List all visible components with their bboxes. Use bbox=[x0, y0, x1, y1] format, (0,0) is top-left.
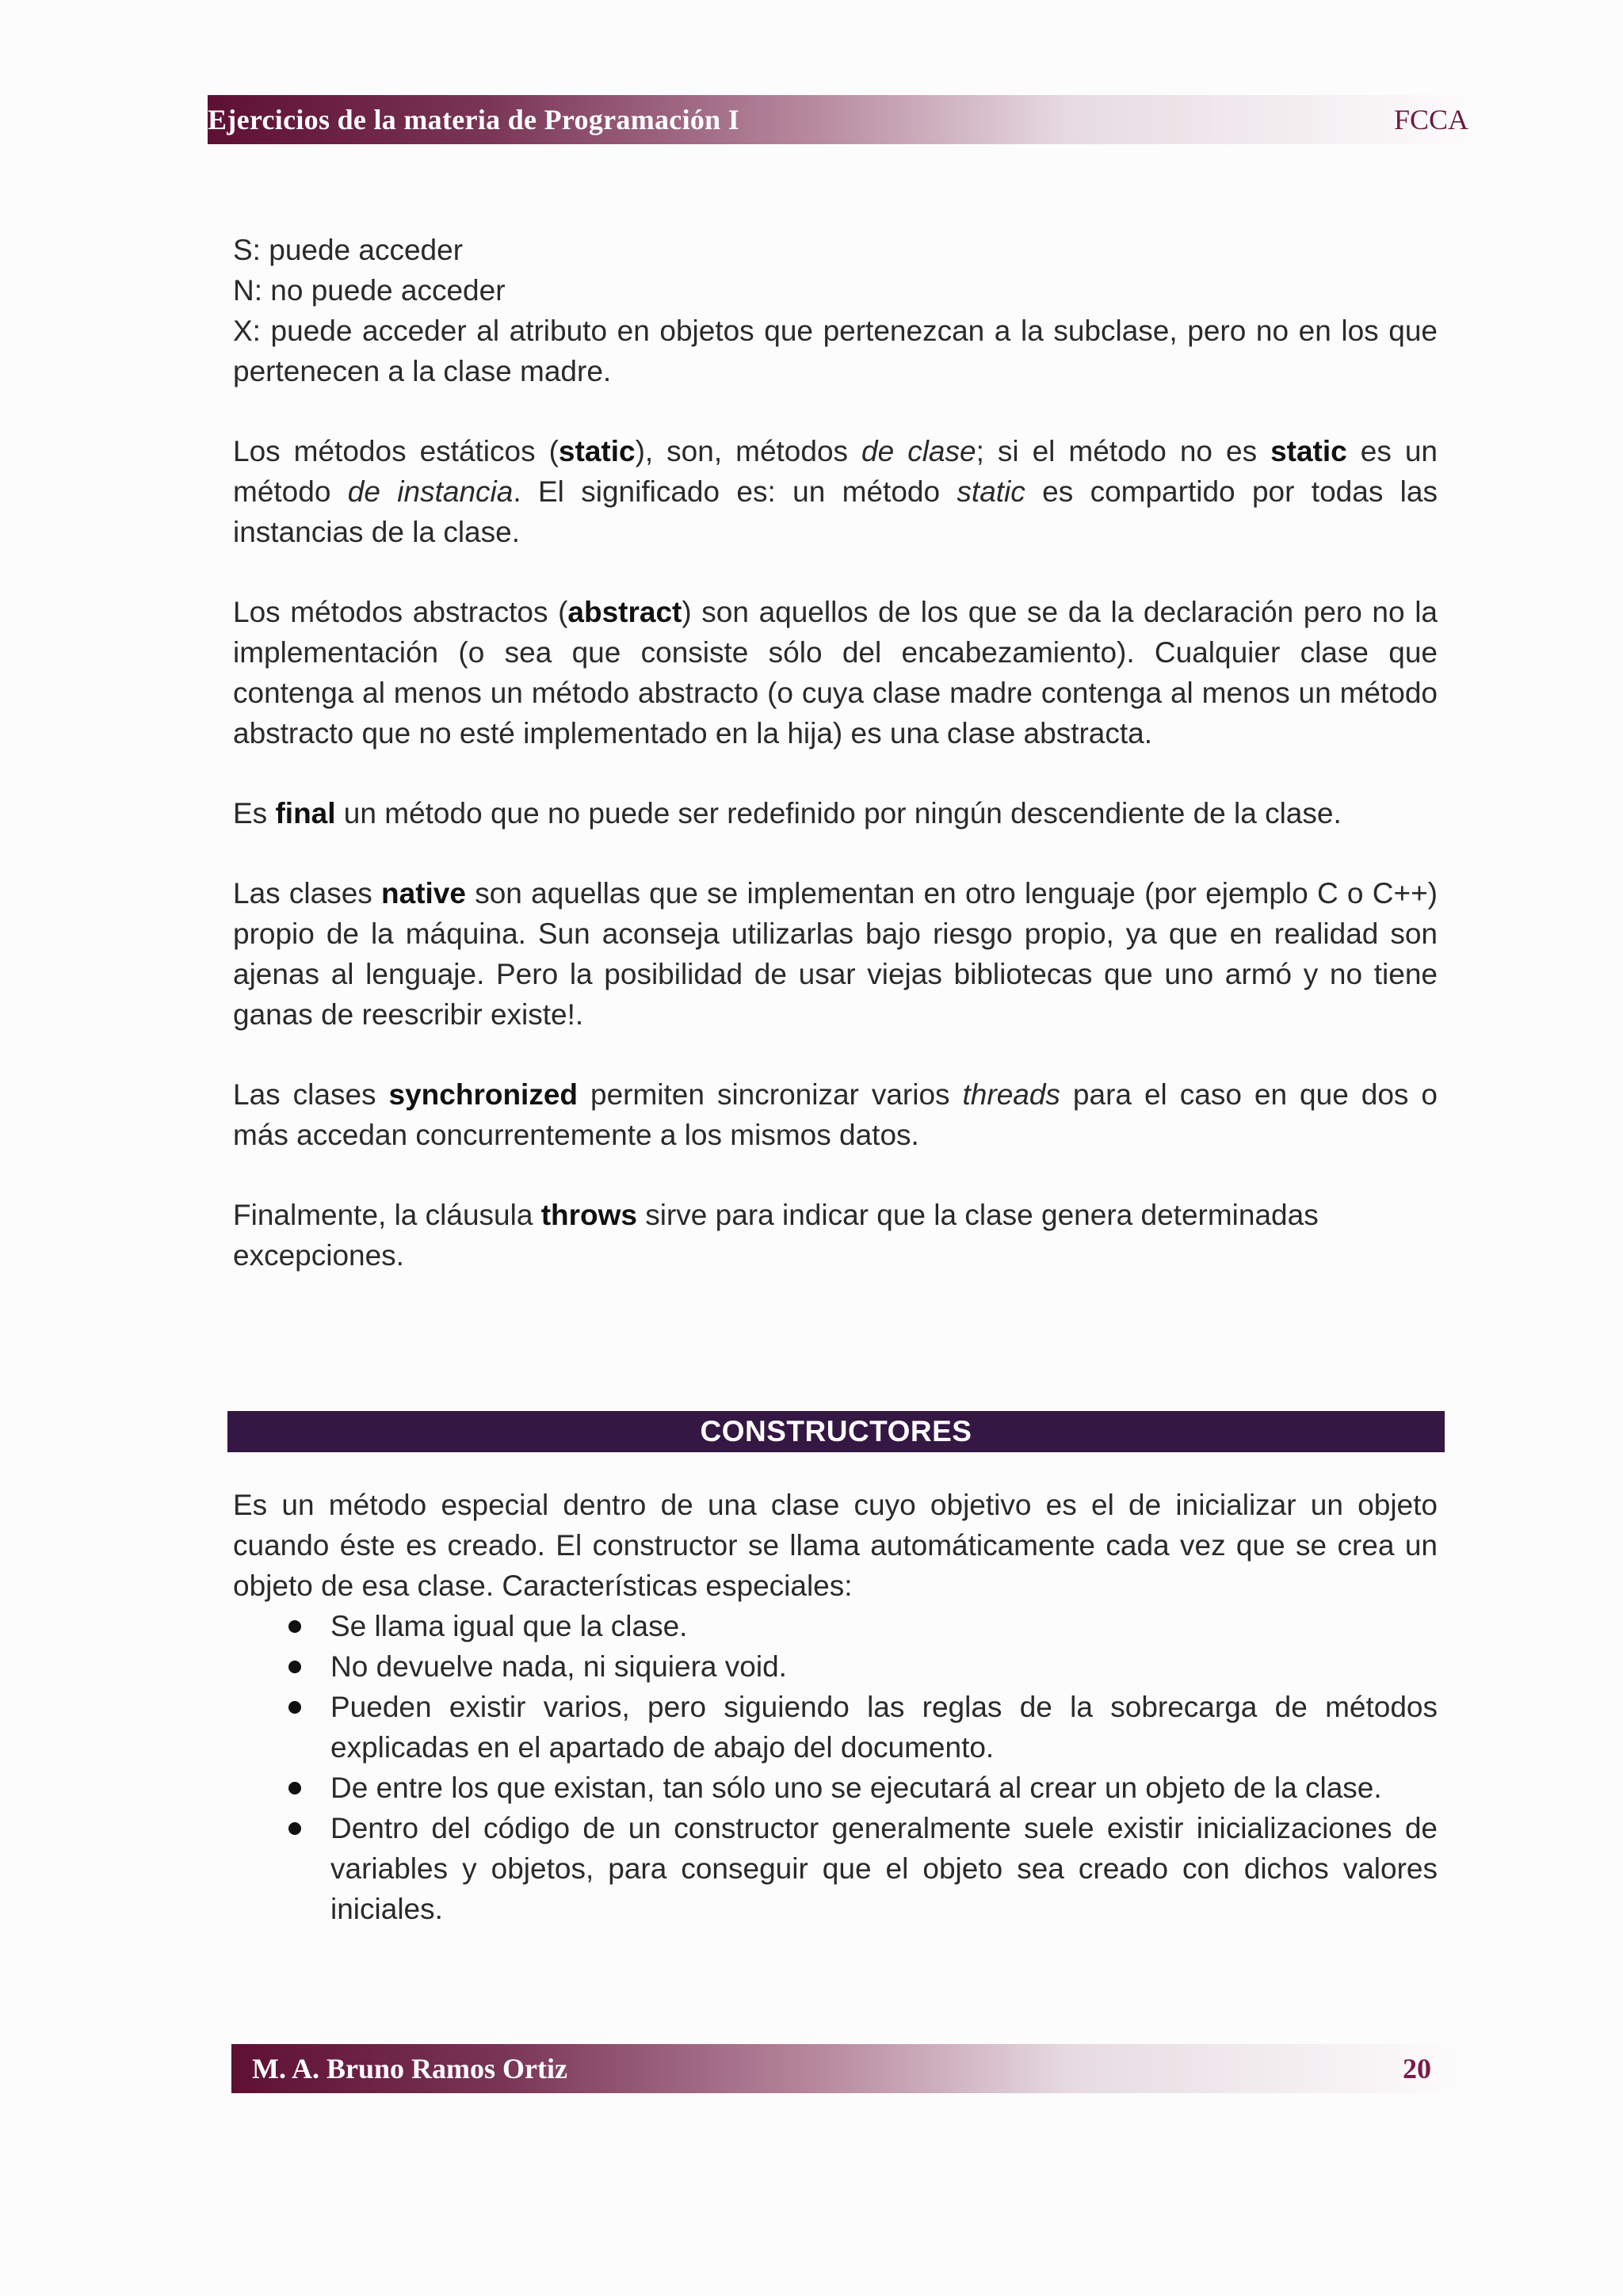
keyword-abstract: abstract bbox=[567, 596, 682, 628]
list-item: Dentro del código de un constructor generalmente suele existir inicializaciones de variables y objetos, para conseguir que el objeto sea creado con dichos valores iniciales. bbox=[233, 1808, 1438, 1929]
paragraph-static: Los métodos estáticos (static), son, métodos de clase; si el método no es static es un método de instancia. El significado es: un método static es compartido por todas las instancias de la clase. bbox=[233, 435, 1438, 548]
paragraph-synchronized: Las clases synchronized permiten sincronizar varios threads para el caso en que dos o más accedan concurrentemente a los mismos datos. bbox=[233, 1078, 1438, 1151]
paragraph-final: Es final un método que no puede ser redefinido por ningún descendiente de la clase. bbox=[233, 797, 1342, 830]
footer-author: M. A. Bruno Ramos Ortiz bbox=[252, 2053, 567, 2084]
keyword-static: static bbox=[558, 435, 636, 467]
list-item: Se llama igual que la clase. bbox=[233, 1606, 1438, 1646]
header-title: Ejercicios de la materia de Programación I bbox=[208, 104, 740, 135]
paragraph-throws: Finalmente, la cláusula throws sirve para indicar que la clase genera determinadas excepciones. bbox=[233, 1199, 1319, 1272]
main-content bbox=[233, 230, 1438, 1315]
section-intro: Es un método especial dentro de una clase cuyo objetivo es el de inicializar un objeto cuando éste es creado. El constructor se llama automáticamente cada vez que se crea un objeto de esa clase. Características especiales: bbox=[233, 1489, 1438, 1602]
header-institution: FCCA bbox=[1393, 104, 1468, 135]
paragraph-native: Las clases native son aquellas que se implementan en otro lenguaje (por ejemplo C o C++) propio de la máquina. Sun aconseja utilizarlas bajo riesgo propio, ya que en realidad son ajenas al lenguaje. Pero la posibilidad de usar viejas bibliotecas que uno armó y no tiene ganas de reescribir existe!. bbox=[233, 877, 1438, 1031]
keyword-synchronized: synchronized bbox=[388, 1078, 579, 1111]
bullet-icon bbox=[288, 1661, 301, 1673]
keyword-throws: throws bbox=[540, 1199, 637, 1231]
list-item: No devuelve nada, ni siquiera void. bbox=[233, 1646, 1438, 1687]
bullet-icon bbox=[288, 1822, 301, 1835]
bullet-icon bbox=[288, 1620, 301, 1633]
section-constructores-body bbox=[233, 1485, 1438, 1929]
characteristics-list bbox=[233, 1606, 1438, 1929]
legend-n: N: no puede acceder bbox=[233, 274, 506, 307]
legend-x: X: puede acceder al atributo en objetos que pertenezcan a la subclase, pero no en los que pertenecen a la clase madre. bbox=[233, 315, 1438, 387]
list-item: Pueden existir varios, pero siguiendo las reglas de la sobrecarga de métodos explicadas en el apartado de abajo del documento. bbox=[233, 1687, 1438, 1768]
keyword-native: native bbox=[381, 877, 466, 910]
bullet-icon bbox=[288, 1701, 301, 1714]
bullet-icon bbox=[288, 1782, 301, 1794]
page-number: 20 bbox=[1403, 2053, 1431, 2084]
section-heading-constructores: CONSTRUCTORES bbox=[227, 1411, 1445, 1452]
paragraph-abstract: Los métodos abstractos (abstract) son aquellos de los que se da la declaración pero no la implementación (o sea que consiste sólo del encabezamiento). Cualquier clase que contenga al menos un método abstracto (o cuya clase madre contenga al menos un método abstracto que no esté implementado en la hija) es una clase abstracta. bbox=[233, 596, 1438, 749]
legend-s: S: puede acceder bbox=[233, 234, 464, 266]
keyword-static: static bbox=[1270, 435, 1347, 467]
keyword-final: final bbox=[275, 797, 336, 830]
list-item: De entre los que existan, tan sólo uno se ejecutará al crear un objeto de la clase. bbox=[233, 1768, 1438, 1808]
